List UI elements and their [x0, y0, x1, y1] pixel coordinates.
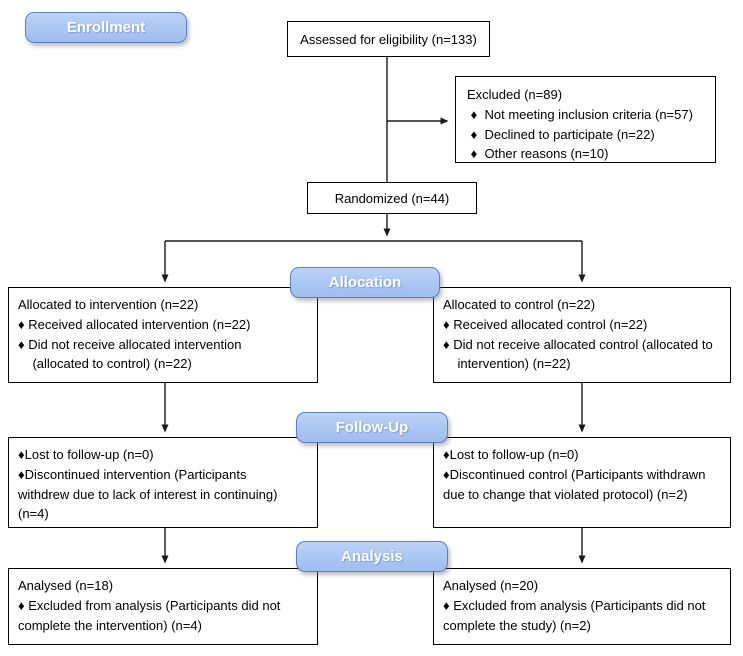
text-line: ♦Lost to follow-up (n=0)	[18, 447, 154, 462]
text-line: Allocated to intervention (n=22)	[18, 297, 199, 312]
text-line: ♦ Not meeting inclusion criteria (n=57)	[467, 106, 693, 122]
followup-stage-label: Follow-Up	[335, 419, 409, 436]
text-line: ♦ Other reasons (n=10)	[467, 146, 609, 162]
analysis-stage-label: Analysis	[341, 548, 403, 565]
enrollment-stage-label: Enrollment	[66, 19, 146, 36]
analysed-intervention-box	[8, 568, 318, 645]
text-line: ♦ Did not receive allocated control (allocated to	[443, 336, 713, 352]
text-line: (allocated to control) (n=22)	[18, 356, 192, 372]
analysis-stage-band	[296, 541, 448, 572]
text-line: Excluded (n=89)	[467, 87, 563, 102]
assessed-eligibility-box	[287, 21, 490, 57]
text-line: ♦ Excluded from analysis (Participants did not	[443, 597, 706, 613]
text-line: complete the intervention) (n=4)	[18, 617, 202, 633]
text-line: ♦ Excluded from analysis (Participants did not	[18, 597, 281, 613]
text-line: due to change that violated protocol) (n=2)	[443, 486, 688, 502]
allocated-control-box	[433, 287, 731, 383]
text-line: ♦Lost to follow-up (n=0)	[443, 447, 579, 462]
text-line: Analysed (n=20)	[443, 578, 539, 593]
text-line: ♦ Did not receive allocated intervention	[18, 336, 242, 352]
text-line: intervention) (n=22)	[443, 356, 571, 372]
text-line: (n=4)	[18, 506, 49, 522]
assessed-eligibility-label: Assessed for eligibility (n=133)	[300, 31, 477, 47]
allocated-intervention-box	[8, 287, 318, 383]
followup-control-box	[433, 437, 731, 528]
text-line: withdrew due to lack of interest in continuing)	[18, 486, 278, 502]
randomized-label: Randomized (n=44)	[334, 190, 450, 206]
allocation-stage-label: Allocation	[328, 274, 402, 291]
text-line: complete the study) (n=2)	[443, 617, 591, 633]
text-line: ♦ Received allocated intervention (n=22)	[18, 316, 251, 332]
randomized-box	[307, 182, 477, 214]
excluded-box	[455, 76, 716, 163]
enrollment-stage-band	[25, 12, 187, 43]
allocation-stage-band	[290, 267, 440, 298]
analysed-control-box	[433, 568, 731, 645]
text-line: ♦Discontinued control (Participants withdrawn	[443, 466, 706, 482]
text-line: Analysed (n=18)	[18, 578, 114, 593]
followup-stage-band	[296, 412, 448, 443]
text-line: ♦ Declined to participate (n=22)	[467, 126, 655, 142]
text-line: ♦ Received allocated control (n=22)	[443, 316, 648, 332]
text-line: ♦Discontinued intervention (Participants	[18, 466, 247, 482]
followup-intervention-box	[8, 437, 318, 528]
text-line: Allocated to control (n=22)	[443, 297, 596, 312]
